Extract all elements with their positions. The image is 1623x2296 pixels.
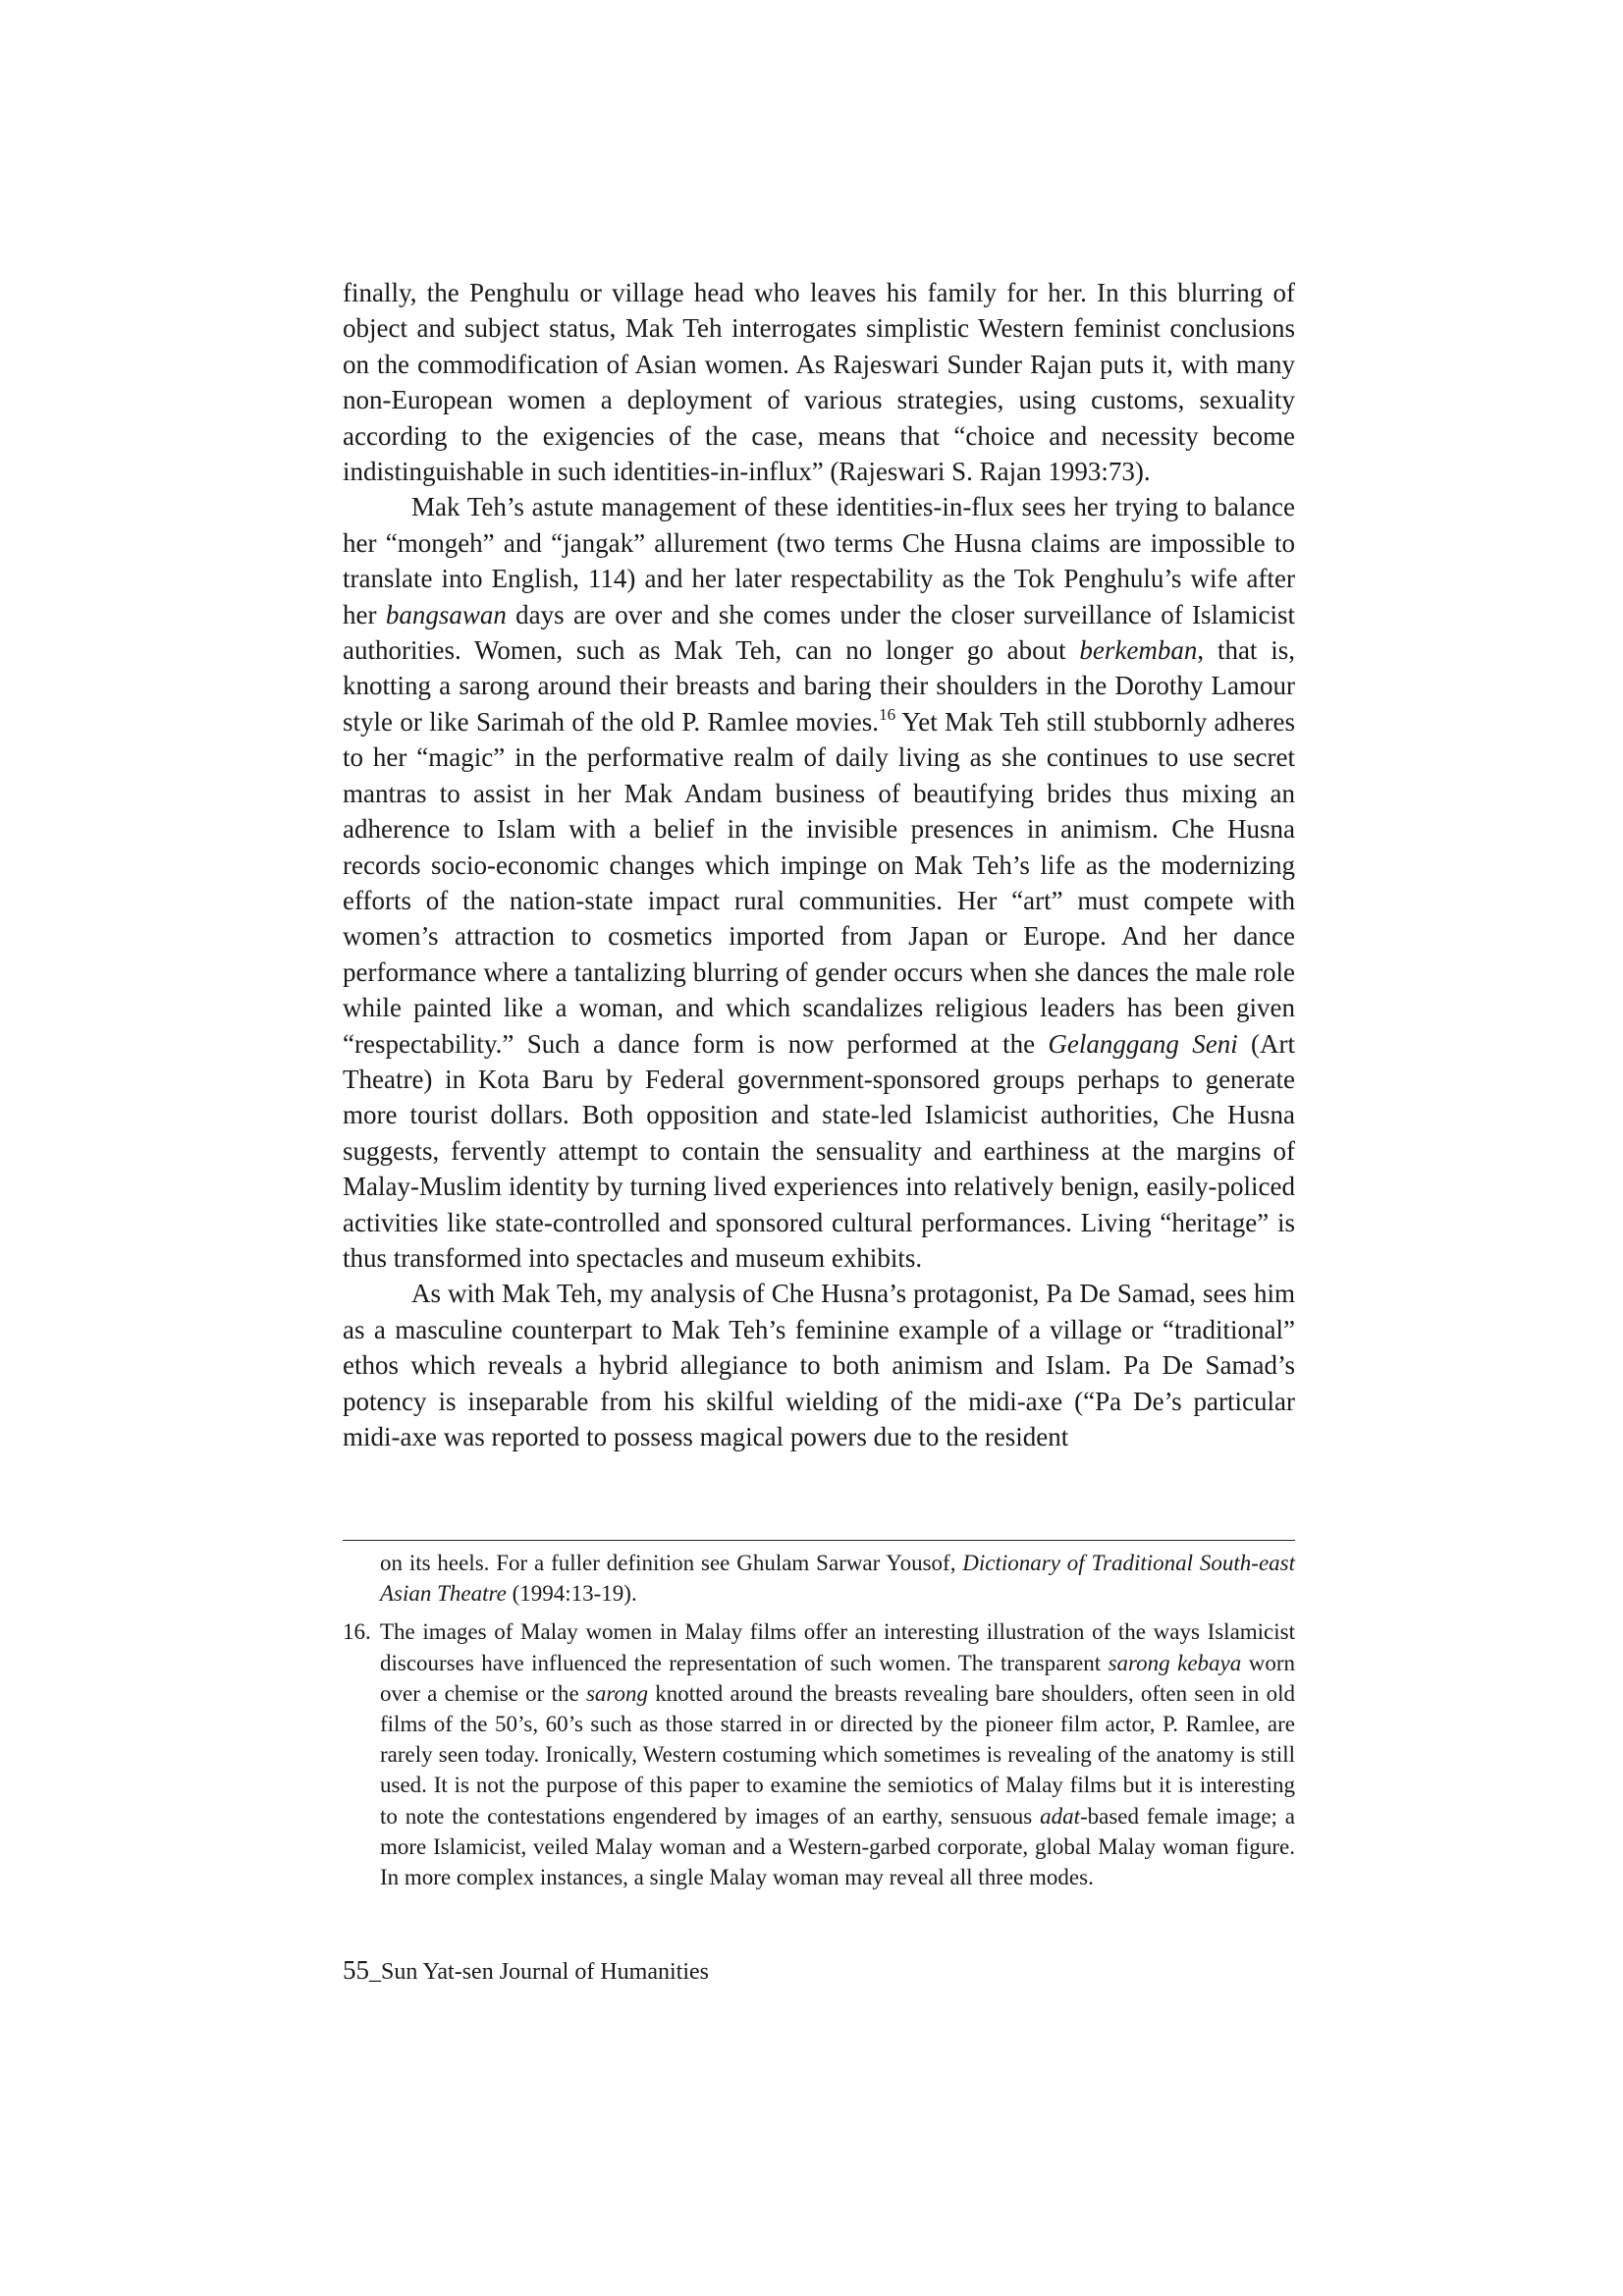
footnote-cont-text-c: (1994:13-19). <box>506 1581 637 1607</box>
paragraph-2-text-c: days are over and she comes under the closer surveillance of Islamicist authorities. Women, such as Mak Teh, can no longer go about <box>343 599 1295 666</box>
footnote-16-text-e: knotted around the breasts revealing bare shoulders, often seen in old films of the 50’s, 60’s such as those starred in or directed by the pioneer film actor, P. Ramlee, are rarely seen today. Ironically, Western costuming which sometimes is revealing of the anatomy is still used. It is not the purpose of this paper to examine the semiotics of Malay films but it is interesting to note the contestations engendered by images of an earthy, sensuous <box>380 1680 1295 1829</box>
footnote-16-number: 16. <box>343 1619 371 1645</box>
footnote-16-text-g: -based female image; a more Islamicist, veiled Malay woman and a Western-garbed corporate, global Malay woman figure. In more complex instances, a single Malay woman may reveal all three modes. <box>380 1803 1295 1890</box>
paragraph-2-text-i: (Art Theatre) in Kota Baru by Federal government-sponsored groups perhaps to generate more tourist dollars. Both opposition and state-led Islamicist authorities, Che Husna suggests, fervently attempt to contain the sensuality and earthiness at the margins of Malay-Muslim identity by turning lived experiences into relatively benign, easily-policed activities like state-controlled and sponsored cultural performances. Living “heritage” is thus transformed into spectacles and museum exhibits. <box>343 1028 1296 1273</box>
paragraph-1: finally, the Penghulu or village head who leaves his family for her. In this blurring of object and subject status, Mak Teh interrogates simplistic Western feminist conclusions on the commodification of Asian women. As Rajeswari Sunder Rajan puts it, with many non-European women a deployment of various strategies, using customs, sexuality according to the exigencies of the case, means that “choice and necessity become indistinguishable in such identities-in-influx” (Rajeswari S. Rajan 1993:73). <box>343 278 1295 487</box>
journal-name: _Sun Yat-sen Journal of Humanities <box>369 1959 709 1985</box>
paragraph-2-text-a: Mak Teh’s astute management of these identities-in-flux sees her trying to balance her “mongeh” and “jangak” allurement (two terms Che Husna claims are impossible to translate into English, 114) and her later respectability as the Tok Penghulu’s wife after her <box>343 492 1295 629</box>
term-bangsawan: bangsawan <box>385 599 507 629</box>
footnote-continuation <box>343 1548 1295 1609</box>
page-number: 55 <box>343 1955 369 1985</box>
page-footer <box>343 1954 709 1988</box>
paragraph-2-text-e: , that is, knotting a sarong around their breasts and baring their shoulders in the Dorothy Lamour style or like Sarimah of the old P. Ramlee movies. <box>343 635 1295 737</box>
term-berkemban: berkemban <box>1079 635 1198 666</box>
footnote-ref-16: 16 <box>879 704 896 724</box>
term-sarong-kebaya: sarong kebaya <box>1108 1650 1242 1675</box>
paragraph-3: As with Mak Teh, my analysis of Che Husna’s protagonist, Pa De Samad, sees him as a masculine counterpart to Mak Teh’s feminine example of a village or “traditional” ethos which reveals a hybrid allegiance to both animism and Islam. Pa De Samad’s potency is inseparable from his skilful wielding of the midi-axe (“Pa De’s particular midi-axe was reported to possess magical powers due to the resident <box>343 1279 1295 1451</box>
paragraph-2 <box>343 489 1295 1276</box>
term-sarong: sarong <box>585 1680 648 1706</box>
footnote-cont-text-a: on its heels. For a fuller definition see Ghulam Sarwar Yousof, <box>380 1551 963 1575</box>
footnote-divider <box>343 1540 1295 1541</box>
footnote-cont-book-title: Dictionary of Traditional South-east Asian Theatre <box>380 1551 1295 1607</box>
footnote-16-text-c: worn over a chemise or the <box>380 1650 1295 1706</box>
term-adat: adat <box>1040 1803 1080 1829</box>
footnote-16 <box>343 1616 1295 1892</box>
footnotes <box>343 1548 1295 1892</box>
paragraph-2-text-g: Yet Mak Teh still stubbornly adheres to her “magic” in the performative realm of daily living as she continues to use secret mantras to assist in her Mak Andam business of beautifying brides thus mixing an adherence to Islam with a belief in the invisible presences in animism. Che Husna records socio-economic changes which impinge on Mak Teh’s life as the modernizing efforts of the nation-state impact rural communities. Her “art” must compete with women’s attraction to cosmetics imported from Japan or Europe. And her dance performance where a tantalizing blurring of gender occurs when she dances the male role while painted like a woman, and which scandalizes religious leaders has been given “respectability.” Such a dance form is now performed at the <box>343 706 1295 1059</box>
main-body-text <box>343 275 1295 1454</box>
footnote-16-text-a: The images of Malay women in Malay films offer an interesting illustration of the ways Islamicist discourses have influenced the representation of such women. The transparent <box>380 1619 1295 1675</box>
term-gelanggang-seni: Gelanggang Seni <box>1048 1028 1238 1059</box>
